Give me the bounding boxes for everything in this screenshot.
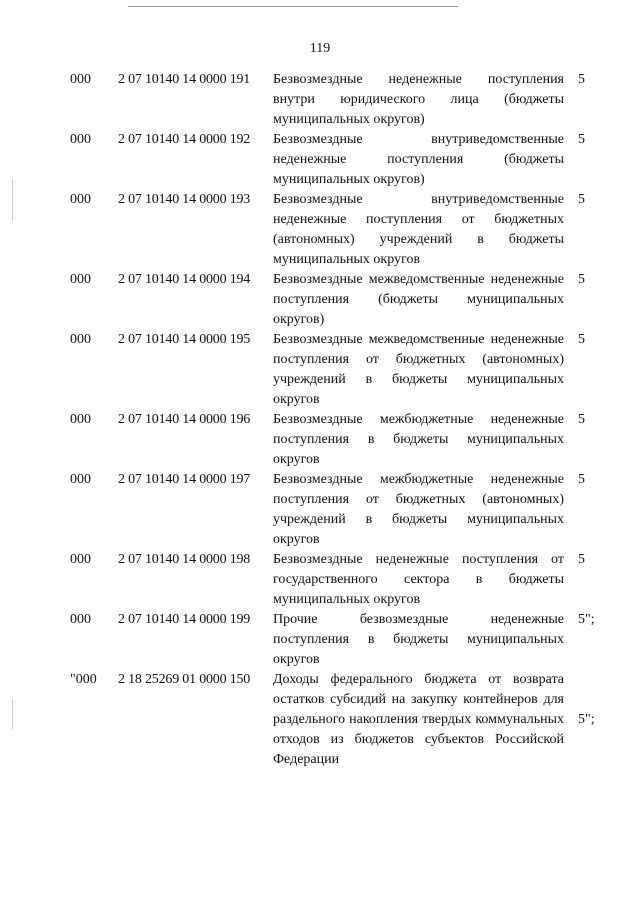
admin-code: 000 (70, 72, 91, 87)
revenue-name: Безвозмездные неденежные поступления от государственного сектора в бюджеты муниципальных округов (273, 552, 564, 607)
table-row (70, 410, 610, 470)
norm-value: 5 (578, 272, 585, 287)
budget-classification-code: 2 07 10140 14 0000 193 (118, 192, 251, 207)
admin-code: "000 (70, 672, 97, 687)
norm-value: 5 (578, 552, 585, 567)
norm-value: 5 (578, 132, 585, 147)
norm-value: 5 (578, 412, 585, 427)
budget-classification-code: 2 07 10140 14 0000 191 (118, 72, 251, 87)
norm-value: 5 (578, 472, 585, 487)
revenue-name: Безвозмездные межбюджетные неденежные поступления от бюджетных (автономных) учреждений в бюджеты муниципальных округов (273, 472, 564, 547)
norm-value: 5"; (578, 712, 595, 727)
table-row (70, 470, 610, 550)
scan-edge-mark (12, 700, 13, 730)
revenue-name: Безвозмездные неденежные поступления внутри юридического лица (бюджеты муниципальных округов) (273, 72, 564, 127)
revenue-codes-table (70, 70, 610, 770)
revenue-name: Безвозмездные внутриведомственные неденежные поступления от бюджетных (автономных) учреждений в бюджеты муниципальных округов (273, 192, 564, 267)
revenue-name: Безвозмездные межведомственные неденежные поступления (бюджеты муниципальных округов) (273, 272, 564, 327)
budget-classification-code: 2 07 10140 14 0000 197 (118, 472, 251, 487)
table-row (70, 610, 610, 670)
admin-code: 000 (70, 552, 91, 567)
admin-code: 000 (70, 132, 91, 147)
table-row (70, 670, 610, 770)
budget-classification-code: 2 18 25269 01 0000 150 (118, 672, 251, 687)
budget-classification-code: 2 07 10140 14 0000 192 (118, 132, 251, 147)
revenue-name: Прочие безвозмездные неденежные поступления в бюджеты муниципальных округов (273, 612, 564, 667)
revenue-name: Безвозмездные межбюджетные неденежные поступления в бюджеты муниципальных округов (273, 412, 564, 467)
norm-value: 5"; (578, 612, 595, 627)
norm-value: 5 (578, 192, 585, 207)
admin-code: 000 (70, 332, 91, 347)
budget-classification-code: 2 07 10140 14 0000 196 (118, 412, 251, 427)
revenue-name: Безвозмездные межведомственные неденежные поступления от бюджетных (автономных) учреждений в бюджеты муниципальных округов (273, 332, 564, 407)
revenue-name: Доходы федерального бюджета от возврата остатков субсидий на закупку контейнеров для раздельного накопления твердых коммунальных отходов из бюджетов субъектов Российской Федерации (273, 672, 564, 767)
admin-code: 000 (70, 612, 91, 627)
norm-value: 5 (578, 72, 585, 87)
page-number: 119 (309, 41, 331, 56)
budget-classification-code: 2 07 10140 14 0000 199 (118, 612, 251, 627)
admin-code: 000 (70, 412, 91, 427)
admin-code: 000 (70, 272, 91, 287)
table-row (70, 550, 610, 610)
table-row (70, 190, 610, 270)
budget-classification-code: 2 07 10140 14 0000 195 (118, 332, 251, 347)
budget-classification-code: 2 07 10140 14 0000 198 (118, 552, 251, 567)
revenue-name: Безвозмездные внутриведомственные неденежные поступления (бюджеты муниципальных округов) (273, 132, 564, 187)
norm-value: 5 (578, 332, 585, 347)
table-row (70, 70, 610, 130)
admin-code: 000 (70, 472, 91, 487)
table-row (70, 130, 610, 190)
budget-classification-code: 2 07 10140 14 0000 194 (118, 272, 251, 287)
scan-edge-mark (12, 180, 13, 220)
table-row (70, 270, 610, 330)
top-scan-line (128, 6, 458, 7)
table-row (70, 330, 610, 410)
admin-code: 000 (70, 192, 91, 207)
